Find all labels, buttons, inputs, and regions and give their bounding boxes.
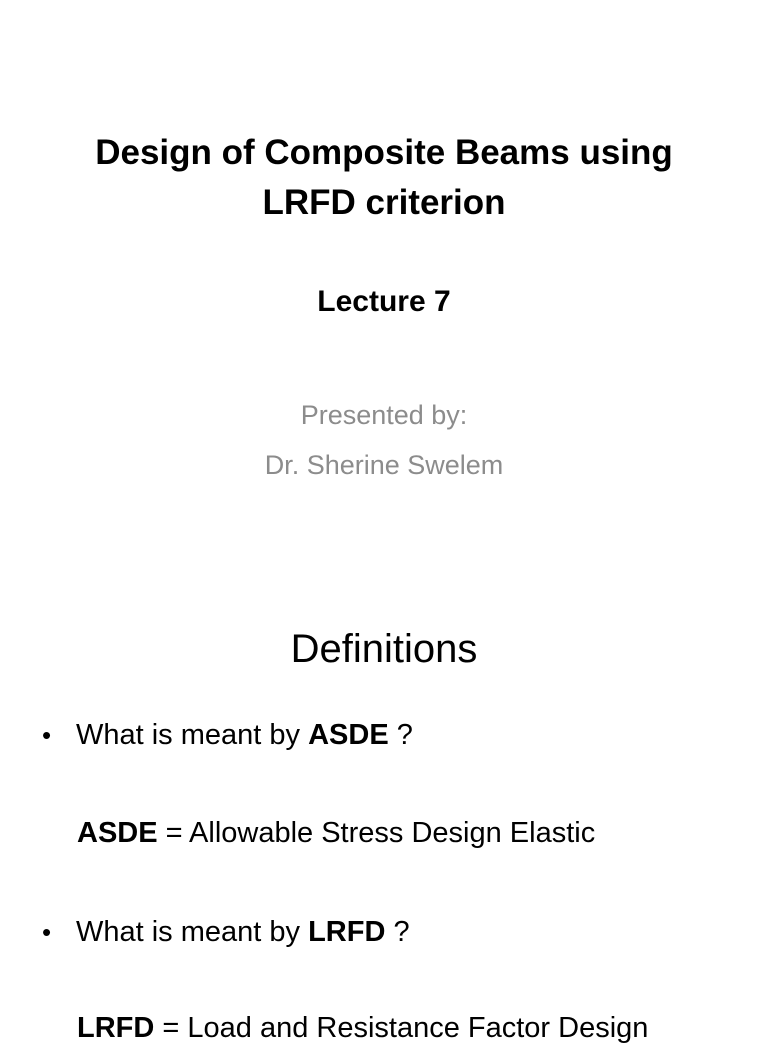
definitions-heading: Definitions [290, 627, 478, 671]
answer-definition: = Load and Resistance Factor Design [154, 1012, 649, 1044]
title-line-1: Design of Composite Beams using [95, 133, 673, 172]
presenter-name: Dr. Sherine Swelem [264, 450, 504, 480]
bullet-icon: • [42, 720, 52, 750]
title-line-2: LRFD criterion [262, 183, 506, 222]
bullet-icon: • [42, 917, 52, 947]
question-prefix: What is meant by [76, 916, 309, 948]
answer-lrfd [77, 1008, 648, 1048]
answer-term: ASDE [77, 817, 158, 849]
answer-term: LRFD [77, 1012, 155, 1044]
question-lrfd [76, 912, 410, 952]
question-term: LRFD [308, 916, 386, 948]
presented-by-label: Presented by: [300, 400, 468, 430]
question-suffix: ? [388, 719, 413, 751]
question-term: ASDE [308, 719, 389, 751]
question-asde [76, 715, 413, 755]
lecture-number: Lecture 7 [317, 285, 451, 318]
slide-title [0, 128, 768, 228]
question-prefix: What is meant by [76, 719, 309, 751]
answer-definition: = Allowable Stress Design Elastic [157, 817, 596, 849]
answer-asde [77, 813, 595, 853]
question-suffix: ? [385, 916, 410, 948]
